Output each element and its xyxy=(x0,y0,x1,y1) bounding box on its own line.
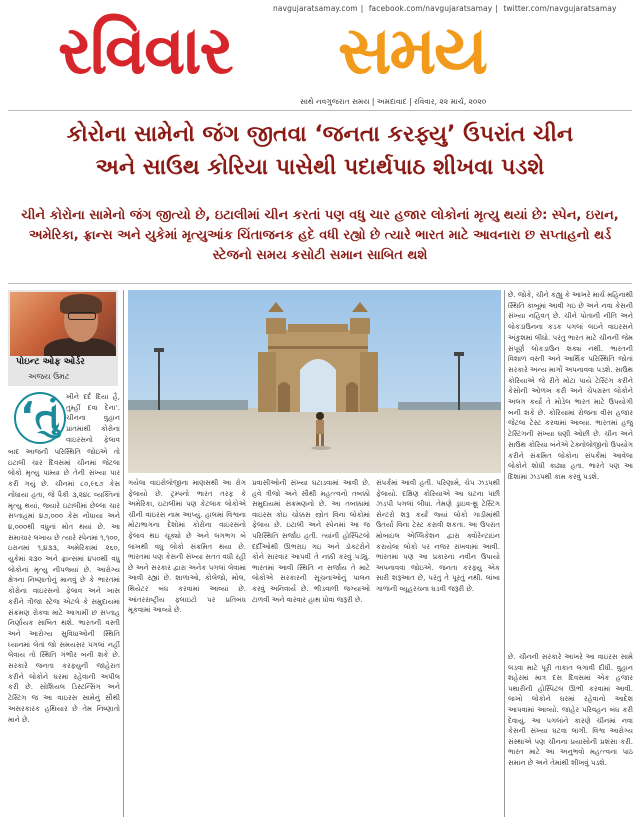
author-photo xyxy=(10,292,116,356)
headline-line-1: કોરોના સામેનો જંગ જીતવા ‘જનતા કરફ્યુ’ ઉપરાંત ચીન xyxy=(66,122,574,147)
headline-line-2: અને સાઉથ કોરિયા પાસેથી પદાર્થપાઠ શીખવા પડશે xyxy=(95,155,545,180)
facebook-link[interactable]: facebook.com/navgujaratsamay xyxy=(368,4,493,13)
column-rule xyxy=(123,290,124,817)
logo-ravivar: રવિવાર xyxy=(58,12,232,89)
masthead-divider xyxy=(8,110,632,111)
body-column-2: પ્રવાસીઓની સંખ્યા ઘટાડવામાં આવી છે. હવે ત્રીજો અને સૌથી મહત્ત્વનો તબક્કો સમુદાયમાં સંક્રમણનો છે. આ તબક્કામાં વાઇરસ કોઇ ચોક્કસ સ્ત્રોત વિના લોકોમાં ફેલાય છે. ઇટાલી અને સ્પેનમાં આ જ પરિસ્થિતિ સર્જાઇ હતી. ત્યાંની હોસ્પિટલો દર્દીઓથી ઊભરાઇ ગઇ અને ડૉક્ટરોને કોને સારવાર આપવી તે નક્કી કરવું પડ્યું. ભારતમાં આવી સ્થિતિ ન સર્જાય તે માટે લોકોએ સરકારની સૂચનાઓનું પાલન કરવું અનિવાર્ય છે. ભીડવાળી જગ્યાઓ ટાળવી અને વારંવાર હાથ ધોવા જરૂરી છે. xyxy=(252,479,370,604)
headline xyxy=(14,118,626,184)
dateline: સાથે નવગુજરાત સમય | અમદાવાદ | રવિવાર, ૨૨ માર્ચ, ૨૦૨૦ xyxy=(300,97,487,106)
body-column-3: સંપર્કમાં આવી હતી. પરિણામે, ચેપ ઝડપથી ફેલાયો. દક્ષિણ કોરિયાએ આ ઘટના પછી ઝડપી પગલાં લીધાં. તેમણે ડ્રાઇવ-થ્રૂ ટેસ્ટિંગ સેન્ટરો શરૂ કર્યાં જ્યાં લોકો ગાડીમાંથી ઉતર્યા વિના ટેસ્ટ કરાવી શકતા. આ ઉપરાંત મોબાઇલ એપ્લિકેશન દ્વારા ક્વોરેન્ટાઇન કરાયેલા લોકો પર નજર રાખવામાં આવી. ભારતમાં પણ આ પ્રકારના નવીન ઉપાયો અપનાવવા જોઇએ. જનતા કરફ્યુ એક સારી શરૂઆત છે, પરંતુ તે પૂરતું નથી. લાંબા ગાળાની વ્યૂહરચના ઘડવી જરૂરી છે. xyxy=(376,479,500,593)
author-name: અજય ઉમટ xyxy=(28,372,70,381)
masthead-links: navgujaratsamay.com | facebook.com/navgujaratsamay | twitter.com/navgujaratsamay xyxy=(273,4,617,13)
column-title: પોઇન્ટ ઓફ ઓર્ડર xyxy=(16,357,85,367)
column-left: બાદ આજની પરિસ્થિતિ જોઇએ તો ઇટાલી ચાર દિવસમાં ચીનમાં જેટલા લોકો મૃત્યુ પામ્યા છે તેની સંખ્યા પાર કરી ગયું છે. ચીનમાં ૮૦,૯૬૭ કેસ નોંધાયા હતા, જે પૈકી ૩,૨૪૮ વ્યક્તિનાં મૃત્યુ થયાં, જ્યારે ઇટાલીમાં છેલ્લા ચાર સપ્તાહમાં ૪૭,૦૦૦ કેસ નોંધાયા અને ૪,૦૦૦થી વધુનાં મોત થયાં છે. આ સમાચાર લખાય છે ત્યારે સ્પેનમાં ૧,૧૦૦, ઇરાનમાં ૧,૪૩૩, અમેરિકામાં ૨૬૦, યુકેમાં ૨૩૦ અને ફ્રાન્સમાં ૪૫૦થી વધુ લોકોનાં મૃત્યુ નીપજ્યાં છે. આરોગ્ય ક્ષેત્રના નિષ્ણાતોનું માનવું છે કે ભારતમાં કોરોના વાઇરસનો ફેલાવ અને ખાસ કરીને ત્રીજા સ્ટેજ એટલે કે સમુદાયમાં સંક્રમણ રોકવા માટે આગામી છ સપ્તાહ નિર્ણાયક સાબિત થશે. ભારતની વસ્તી અને આરોગ્ય સુવિધાઓની સ્થિતિ ધ્યાનમાં લેતાં જો સમયસર પગલાં નહીં લેવાય તો સ્થિતિ ગંભીર બની શકે છે. સરકારે જનતા કરફ્યુની જાહેરાત કરીને લોકોને ઘરમાં રહેવાની અપીલ કરી છે. સોશિયલ ડિસ્ટન્સિંગ અને ટેસ્ટિંગ જ આ વાઇરસ સામેનું સૌથી અસરકારક હથિયાર છે તેમ નિષ્ણાતો માને છે. xyxy=(8,448,120,724)
website-link[interactable]: navgujaratsamay.com xyxy=(273,4,358,13)
dropcap: ‘તું xyxy=(14,392,66,444)
twitter-link[interactable]: twitter.com/navgujaratsamay xyxy=(503,4,617,13)
photo-image xyxy=(128,290,501,473)
gateway-of-india-photo xyxy=(128,290,501,473)
subhead-divider xyxy=(8,283,632,284)
intro-text: ખીને દર્દ દિયા હૈ, તુમ્હીં દવા દેના’. ચીનના વુહાન પ્રાંતમાંથી કોરોના વાઇરસનો ફેલાવ xyxy=(66,393,120,444)
column-right: છે. જોકે, ચીને કહ્યું કે આખરે માર્ચ મહિનાથી સ્થિતિ કાબૂમાં આવી ગઇ છે અને નવા કેસની સંખ્યા નહિવત્ છે. ચીને પોતાની નીતિ અને લોકડાઉનના કડક પગલાં લઇને વાઇરસને અંકુશમાં લીધો. પરંતુ ભારત માટે ચીનની જેમ સંપૂર્ણ લોકડાઉન શક્ય નથી. ભારતની વિશાળ વસ્તી અને આર્થિક પરિસ્થિતિ જોતાં સરકારે અન્ય માર્ગો અપનાવવા પડશે. સાઉથ કોરિયાએ જે રીતે મોટા પાયે ટેસ્ટિંગ કરીને કેસોની ઓળખ કરી અને ચેપગ્રસ્ત લોકોને અલગ કર્યા તે મોડેલ ભારત માટે ઉપયોગી બની શકે છે. કોરિયામાં રોજના વીસ હજાર જેટલા ટેસ્ટ કરવામાં આવ્યા. ભારતમાં હજુ ટેસ્ટિંગની સંખ્યા ઘણી ઓછી છે. ચીન અને સાઉથ કોરિયા બંનેએ ટેક્નોલોજીનો ઉપયોગ કરીને સંક્રમિત લોકોના સંપર્કમાં આવેલા લોકોને શોધી કાઢ્યા હતા. ભારતે પણ આ દિશામાં ઝડપથી કામ કરવું પડશે. xyxy=(508,291,633,481)
body-column-1: ગયેલા વાઇરોલોજીના માણસથી આ રોગ ફેલાયો છે. ટ્રમ્પનો ભારત તરફ કે અમેરિકા, ઇટાલીમાં પણ કેટલાક લોકોએ ચીની વાઇરસ નામ આપ્યું. હાલમાં વિશ્વના મોટાભાગના દેશોમાં કોરોના વાઇરસનો ફેલાવ થઇ ચૂક્યો છે અને લગભગ બે લાખથી વધુ લોકો સંક્રમિત થયા છે. ભારતમાં પણ કેસની સંખ્યા સતત વધી રહી છે અને સરકાર દ્વારા અનેક પગલાં લેવામાં આવી રહ્યાં છે. શાળાઓ, કોલેજો, મોલ, થિયેટર બંધ કરવામાં આવ્યાં છે. આંતરરાષ્ટ્રીય ફ્લાઇટો પર પ્રતિબંધ મૂકવામાં આવ્યો છે. xyxy=(128,479,246,615)
masthead xyxy=(0,0,640,110)
column-rule-right xyxy=(504,290,505,817)
body-column-4: છે. ચીનની સરકારે આખરે આ વાઇરસ સામે લડવા માટે પૂરી તાકાત લગાવી દીધી. વુહાન શહેરમાં માત્ર દસ દિવસમાં એક હજાર પથારીની હોસ્પિટલ ઊભી કરવામાં આવી. લાખો લોકોને ઘરમાં રહેવાનો આદેશ આપવામાં આવ્યો. જાહેર પરિવહન બંધ કરી દેવાયું. આ પગલાંને કારણે ચીનમાં નવા કેસની સંખ્યા ઘટવા લાગી. વિશ્વ આરોગ્ય સંસ્થાએ પણ ચીનના પ્રયાસોની પ્રશંસા કરી. ભારત માટે આ અનુભવો મહત્ત્વના પાઠ સમાન છે અને તેમાંથી શીખવું પડશે. xyxy=(508,653,633,767)
subheadline: ચીને કોરોના સામેનો જંગ જીત્યો છે, ઇટાલીમાં ચીન કરતાં પણ વધુ ચાર હજાર લોકોનાં મૃત્યુ થયાં છે: સ્પેન, ઇરાન, અમેરિકા, ફ્રાન્સ અને યુકેમાં મૃત્યુઆંક ચિંતાજનક હદે વધી રહ્યો છે ત્યારે ભારત માટે આવનારા છ સપ્તાહનો થર્ડ સ્ટેજનો સમય કસોટી સમાન સાબિત થશે xyxy=(21,208,619,264)
logo-samay: સમય xyxy=(338,12,487,89)
